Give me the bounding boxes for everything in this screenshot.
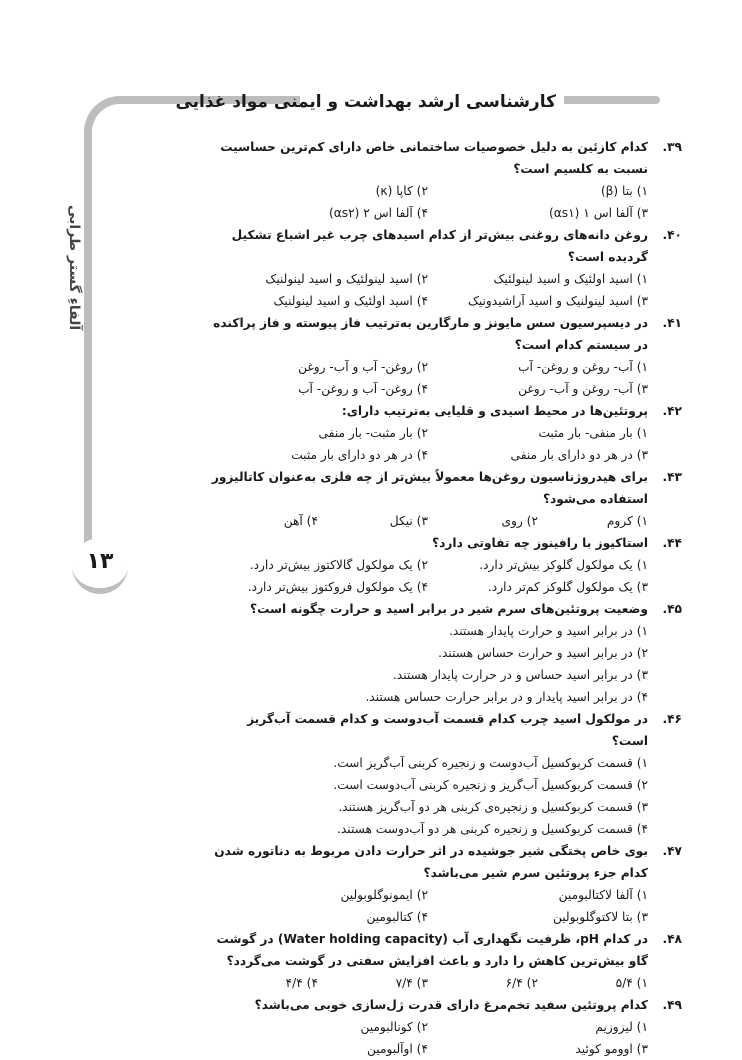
question-text: کدام کازئین به دلیل خصوصیات ساختمانی خاص دارای کم‌ترین حساسیت نسبت به کلسیم است؟ xyxy=(220,140,648,176)
option: ۱) آلفا لاکتالبومین xyxy=(558,888,648,902)
option: ۱) آب- روغن و روغن- آب xyxy=(518,360,648,374)
option: ۱) بار منفی- بار مثبت xyxy=(538,426,648,440)
option: ۱) در برابر اسید و حرارت پایدار هستند. xyxy=(448,624,648,638)
option: ۴) آهن xyxy=(283,514,318,528)
question-number: ۴۶. xyxy=(662,712,682,726)
option: ۱) اسید اولئیک و اسید لینولئیک xyxy=(493,272,648,286)
question-text: پروتئین‌ها در محیط اسیدی و قلیایی به‌ترتیب دارای: xyxy=(341,404,648,418)
option: ۳) بتا لاکتوگلوبولین xyxy=(552,910,648,924)
option: ۱) قسمت کربوکسیل آب‌دوست و زنجیره کربنی آب‌گریز است. xyxy=(333,756,648,770)
option: ۱) ۵/۴ xyxy=(615,976,648,990)
option: ۳) آلفا اس ۱ (αs۱) xyxy=(548,206,648,220)
question-number: ۴۳. xyxy=(662,470,682,484)
option: ۲) ایمونوگلوبولین xyxy=(340,888,428,902)
question-number: ۴۹. xyxy=(662,998,682,1012)
question-number: ۴۰. xyxy=(662,228,682,242)
options xyxy=(208,1016,648,1060)
question-45 xyxy=(208,598,682,708)
options xyxy=(208,554,648,598)
page-number: ۱۳ xyxy=(72,538,128,594)
book-title: کارشناسی ارشد بهداشت و ایمنی مواد غذایی xyxy=(300,92,564,112)
question-40 xyxy=(208,224,682,312)
option: ۴) اسید اولئیک و اسید لینولنیک xyxy=(273,294,428,308)
option: ۲) در برابر اسید و حرارت حساس هستند. xyxy=(438,646,648,660)
question-41 xyxy=(208,312,682,400)
option: ۲) یک مولکول گالاکتوز بیش‌تر دارد. xyxy=(249,558,428,572)
question-number: ۴۵. xyxy=(662,602,682,616)
question-number: ۳۹. xyxy=(662,140,682,154)
options xyxy=(208,510,648,532)
option: ۲) روی xyxy=(501,514,538,528)
option: ۲) ۶/۴ xyxy=(505,976,538,990)
options xyxy=(208,884,648,928)
question-text: استاکیوز با رافینوز چه تفاوتی دارد؟ xyxy=(432,536,648,550)
option: ۱) یک مولکول گلوکز بیش‌تر دارد. xyxy=(479,558,648,572)
options xyxy=(208,180,648,224)
question-text: کدام پروتئین سفید تخم‌مرغ دارای قدرت ژل‌سازی خوبی می‌باشد؟ xyxy=(254,998,648,1012)
question-47 xyxy=(208,840,682,928)
question-39 xyxy=(208,136,682,224)
question-48 xyxy=(208,928,682,994)
option: ۲) قسمت کربوکسیل آب‌گریز و زنجیره کربنی آب‌دوست است. xyxy=(333,778,648,792)
options xyxy=(208,972,648,994)
question-text: بوی خاص پختگی شیر جوشیده در اثر حرارت دادن مربوط به دناتوره شدن کدام جزء پروتئین سرم شیر می‌باشد؟ xyxy=(214,844,648,880)
option: ۱) کروم xyxy=(606,514,648,528)
option: ۴) آلفا اس ۲ (αs۲) xyxy=(328,206,428,220)
option: ۲) بار مثبت- بار منفی xyxy=(318,426,428,440)
option: ۳) در هر دو دارای بار منفی xyxy=(510,448,648,462)
question-number: ۴۲. xyxy=(662,404,682,418)
option: ۳) در برابر اسید حساس و در حرارت پایدار هستند. xyxy=(392,668,648,682)
option: ۴) در برابر اسید پایدار و در برابر حرارت حساس هستند. xyxy=(365,690,648,704)
option: ۳) اوومو کوئید xyxy=(575,1042,648,1056)
option: ۴) قسمت کربوکسیل و زنجیره کربنی هر دو آب‌دوست هستند. xyxy=(337,822,648,836)
options xyxy=(208,752,648,840)
option: ۳) نیکل xyxy=(389,514,428,528)
page-frame xyxy=(84,96,124,556)
question-44 xyxy=(208,532,682,598)
question-43 xyxy=(208,466,682,532)
options xyxy=(208,268,648,312)
question-text: برای هیدروژناسیون روغن‌ها معمولاً بیش‌تر از چه فلزی به‌عنوان کاتالیزور استفاده می‌شود؟ xyxy=(211,470,648,506)
options xyxy=(208,422,648,466)
question-49 xyxy=(208,994,682,1060)
options xyxy=(208,356,648,400)
option: ۴) یک مولکول فروکتوز بیش‌تر دارد. xyxy=(247,580,428,594)
question-text: در دیسپرسیون سس مایونز و مارگارین به‌ترتیب فاز پیوسته و فاز پراکنده در سیستم کدام است؟ xyxy=(213,316,648,352)
options xyxy=(208,620,648,708)
question-42 xyxy=(208,400,682,466)
option: ۳) آب- روغن و آب- روغن xyxy=(518,382,648,396)
option: ۲) کاپا (κ) xyxy=(375,184,428,198)
option: ۳) یک مولکول گلوکز کم‌تر دارد. xyxy=(487,580,648,594)
question-text: در مولکول اسید چرب کدام قسمت آب‌دوست و کدام قسمت آب‌گریز است؟ xyxy=(247,712,648,748)
question-number: ۴۴. xyxy=(662,536,682,550)
question-list xyxy=(208,136,682,1060)
option: ۴) کتالبومین xyxy=(366,910,428,924)
question-46 xyxy=(208,708,682,840)
option: ۳) ۷/۴ xyxy=(395,976,428,990)
side-brand: آلفاءِ گستر طرابی xyxy=(66,204,82,330)
question-text: در کدام pH، ظرفیت نگهداری آب (Water holding capacity) در گوشت گاو بیش‌ترین کاهش را دارد و باعث افزایش سفتی در گوشت می‌گردد؟ xyxy=(216,932,648,968)
option: ۲) کونالبومین xyxy=(360,1020,428,1034)
option: ۲) اسید لینولئیک و اسید لینولنیک xyxy=(265,272,428,286)
question-text: روغن دانه‌های روغنی بیش‌تر از کدام اسیدهای چرب غیر اشباع تشکیل گردیده است؟ xyxy=(231,228,648,264)
option: ۳) اسید لینولنیک و اسید آراشیدونیک xyxy=(467,294,648,308)
question-number: ۴۱. xyxy=(662,316,682,330)
question-text: وضعیت پروتئین‌های سرم شیر در برابر اسید و حرارت چگونه است؟ xyxy=(250,602,648,616)
option: ۴) ۴/۴ xyxy=(285,976,318,990)
option: ۴) اوآلبومین xyxy=(366,1042,428,1056)
question-number: ۴۷. xyxy=(662,844,682,858)
option: ۴) در هر دو دارای بار مثبت xyxy=(291,448,428,462)
option: ۲) روغن- آب و آب- روغن xyxy=(298,360,428,374)
option: ۱) بتا (β) xyxy=(600,184,648,198)
option: ۱) لیزوزیم xyxy=(595,1020,648,1034)
option: ۴) روغن- آب و روغن- آب xyxy=(298,382,428,396)
option: ۳) قسمت کربوکسیل و زنجیره‌ی کربنی هر دو آب‌گریز هستند. xyxy=(338,800,648,814)
question-number: ۴۸. xyxy=(662,932,682,946)
